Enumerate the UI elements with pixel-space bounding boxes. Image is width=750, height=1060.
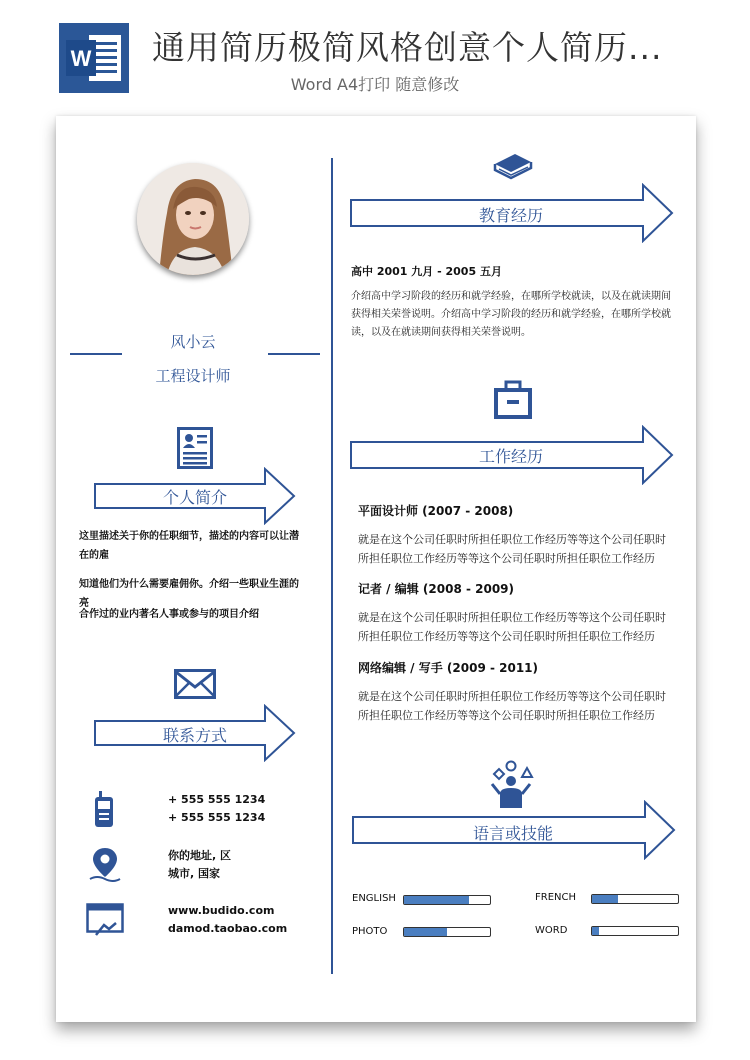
contact-phone-1: + 555 555 1234 [168, 793, 266, 806]
skills-heading: 语言或技能 [472, 824, 553, 843]
document-title: 通用简历极简风格创意个人简历... [152, 28, 663, 67]
job-title-2: 记者 / 编辑 (2008 - 2009) [358, 582, 515, 596]
skill-bar-photo [403, 927, 491, 937]
skill-bar-word [591, 926, 679, 936]
intro-text-3: 合作过的业内著名人事或参与的项目介绍 [79, 609, 259, 620]
intro-text-2: 知道他们为什么需要雇佣你。介绍一些职业生涯的亮 [79, 579, 299, 609]
skill-fill-photo [404, 928, 447, 936]
book-icon [491, 150, 533, 180]
contact-phone-2: + 555 555 1234 [168, 811, 266, 824]
avatar [137, 163, 249, 275]
job-description-2: 就是在这个公司任职时所担任职位工作经历等等这个公司任职时所担任职位工作经历等等这个公司任职时所担任职位工作经历 [358, 611, 666, 643]
location-pin-icon [88, 846, 122, 882]
phone-icon [94, 791, 114, 827]
job-description-3: 就是在这个公司任职时所担任职位工作经历等等这个公司任职时所担任职位工作经历等等这个公司任职时所担任职位工作经历 [358, 690, 666, 722]
profile-name: 风小云 [170, 333, 216, 351]
education-description: 介绍高中学习阶段的经历和就学经验，在哪所学校就读，以及在就读期间获得相关荣誉说明。介绍高中学习阶段的经历和就学经验，在哪所学校就读，以及在就读期间获得相关荣誉说明。 [351, 291, 671, 338]
education-period: 高中 2001 九月 - 2005 五月 [351, 265, 502, 278]
skill-fill-english [404, 896, 469, 904]
skill-name-french: FRENCH [535, 892, 577, 903]
skill-name-photo: PHOTO [352, 926, 388, 937]
intro-text-1: 这里描述关于你的任职细节，描述的内容可以让潜在的雇 [79, 531, 299, 561]
job-description-1: 就是在这个公司任职时所担任职位工作经历等等这个公司任职时所担任职位工作经历等等这个公司任职时所担任职位工作经历 [358, 533, 666, 565]
skill-fill-french [592, 895, 618, 903]
name-rule-right [268, 353, 320, 355]
skill-bar-english [403, 895, 491, 905]
skill-name-english: ENGLISH [352, 893, 396, 904]
contact-web-2: damod.taobao.com [168, 922, 288, 935]
resume-icon [177, 427, 213, 469]
center-divider [331, 158, 333, 974]
web-icon [86, 903, 124, 937]
work-heading: 工作经历 [478, 447, 543, 466]
envelope-icon [174, 669, 216, 699]
skill-name-word: WORD [535, 925, 568, 936]
skill-bar-french [591, 894, 679, 904]
document-subtitle: Word A4打印 随意修改 [290, 75, 460, 94]
profile-job-title: 工程设计师 [155, 367, 231, 385]
education-heading: 教育经历 [478, 206, 543, 225]
name-rule-left [70, 353, 122, 355]
job-title-1: 平面设计师 (2007 - 2008) [358, 504, 514, 518]
contact-address-2: 城市, 国家 [168, 867, 221, 880]
job-title-3: 网络编辑 / 写手 (2009 - 2011) [358, 661, 539, 675]
briefcase-icon [492, 379, 534, 421]
svg-text:W: W [70, 46, 92, 71]
intro-heading: 个人简介 [162, 488, 227, 507]
contact-web-1: www.budido.com [168, 904, 275, 917]
contact-heading: 联系方式 [162, 726, 227, 745]
contact-address-1: 你的地址, 区 [168, 849, 232, 862]
skill-fill-word [592, 927, 599, 935]
